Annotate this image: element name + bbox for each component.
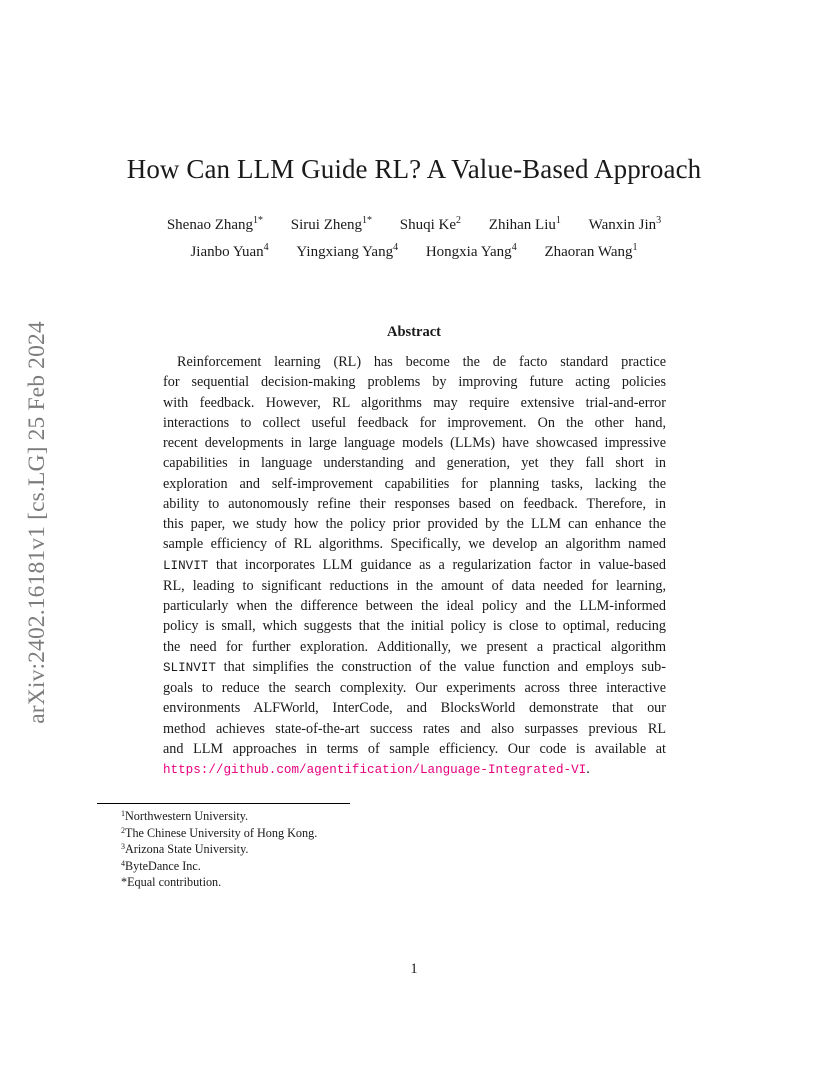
- footnote: [121, 841, 317, 858]
- abstract-line: capabilities in language understanding and generation, yet they fall short in: [163, 455, 666, 472]
- abstract-line: [163, 657, 666, 678]
- author: [190, 244, 268, 261]
- arxiv-identifier: arXiv:2402.16181v1 [cs.LG] 25 Feb 2024: [23, 320, 50, 724]
- author: [400, 217, 461, 234]
- author-affiliation: 4: [263, 242, 269, 253]
- abstract-line: goals to reduce the search complexity. Our experiments across three interactive: [163, 680, 666, 696]
- abstract-line: with feedback. However, RL algorithms may require extensive trial-and-error: [163, 394, 666, 411]
- footnote-marker: 4: [121, 858, 125, 868]
- abstract-line: and LLM approaches in terms of sample efficiency. Our code is available at: [163, 740, 666, 757]
- footnote: [121, 858, 317, 875]
- author: [291, 217, 372, 234]
- abstract-line: [163, 759, 666, 780]
- page-number: 1: [410, 961, 418, 977]
- paper-title: How Can LLM Guide RL? A Value-Based Approach: [126, 154, 702, 184]
- abstract-heading: Abstract: [387, 324, 441, 340]
- author-name: Jianbo Yuan: [190, 244, 264, 260]
- author: [489, 217, 561, 234]
- abstract-line: the need for further exploration. Additionally, we present a practical algorithm: [163, 638, 666, 655]
- abstract-line: ability to autonomously refine their responses based on feedback. Therefore, in: [163, 495, 666, 512]
- abstract-line-text: that incorporates LLM guidance as a regularization factor in value-based: [208, 556, 666, 573]
- algorithm-name-slinvit: SLINVIT: [163, 660, 216, 675]
- footnote-text: The Chinese University of Hong Kong.: [125, 825, 318, 840]
- abstract-line: particularly when the difference between the ideal policy and the LLM-informed: [163, 598, 666, 614]
- author-name: Shuqi Ke: [399, 217, 457, 233]
- footnote-marker: *: [121, 875, 128, 889]
- abstract-line: [163, 555, 666, 576]
- footnote: [121, 808, 317, 825]
- authors-row-1: [0, 217, 828, 234]
- footnote-text: Equal contribution.: [127, 875, 222, 889]
- footnote-marker: 3: [121, 842, 125, 851]
- abstract-line: environments ALFWorld, InterCode, and BlocksWorld demonstrate that our: [163, 700, 666, 717]
- author-affiliation: 4: [511, 242, 517, 253]
- abstract-line: Reinforcement learning (RL) has become the de facto standard practice: [177, 354, 666, 370]
- footnote-text: Arizona State University.: [125, 842, 249, 856]
- author-name: Hongxia Yang: [425, 244, 512, 260]
- abstract-line: exploration and self-improvement capabilities for planning tasks, lacking the: [163, 475, 666, 492]
- author-name: Zhaoran Wang: [544, 244, 633, 260]
- abstract-body: [163, 352, 666, 780]
- author: [426, 244, 517, 261]
- author-name: Wanxin Jin: [588, 217, 657, 233]
- abstract-line: this paper, we study how the policy prior provided by the LLM can enhance the: [163, 516, 666, 532]
- footnote-text: Northwestern University.: [125, 809, 249, 823]
- author-affiliation: 2: [456, 215, 462, 226]
- code-repository-link[interactable]: https://github.com/agentification/Language-Integrated-VI: [163, 763, 587, 777]
- author-affiliation: 1*: [253, 215, 264, 226]
- abstract-line-end: .: [586, 761, 590, 777]
- author-name: Yingxiang Yang: [296, 244, 394, 260]
- abstract-line-text: that simplifies the construction of the value function and employs sub-: [215, 658, 666, 675]
- footnote: [121, 874, 317, 891]
- author-name: Sirui Zheng: [290, 217, 363, 233]
- arxiv-sidebar: [22, 287, 52, 757]
- author-affiliation: 4: [393, 242, 399, 253]
- footnote-marker: 2: [121, 825, 125, 835]
- author-name: Zhihan Liu: [488, 217, 556, 233]
- author-affiliation: 1: [632, 242, 638, 253]
- author-affiliation: 3: [656, 215, 662, 226]
- algorithm-name-linvit: LINVIT: [163, 558, 209, 573]
- abstract-line: for sequential decision-making problems by improving future acting policies: [163, 374, 666, 391]
- author: [296, 244, 398, 261]
- abstract-line: sample efficiency of RL algorithms. Specifically, we develop an algorithm named: [163, 536, 666, 553]
- footnotes: [121, 808, 317, 891]
- abstract-line: RL, leading to significant reductions in the amount of data needed for learning,: [163, 577, 666, 594]
- author-affiliation: 1: [555, 215, 561, 226]
- footnote-divider: [97, 803, 350, 804]
- footnote: [121, 825, 317, 842]
- abstract-line: method achieves state-of-the-art success rates and also surpasses previous RL: [163, 720, 666, 737]
- author: [544, 244, 637, 261]
- author: [167, 217, 263, 234]
- author: [589, 217, 662, 234]
- author-affiliation: 1*: [362, 215, 373, 226]
- footnote-marker: 1: [121, 809, 125, 818]
- authors-row-2: [0, 244, 828, 261]
- abstract-line: recent developments in large language models (LLMs) have showcased impressive: [163, 435, 666, 451]
- abstract-line: interactions to collect useful feedback for improvement. On the other hand,: [163, 414, 666, 431]
- footnote-text: ByteDance Inc.: [125, 858, 201, 873]
- author-name: Shenao Zhang: [166, 217, 254, 233]
- abstract-line: policy is small, which suggests that the initial policy is close to optimal, reducing: [163, 618, 666, 635]
